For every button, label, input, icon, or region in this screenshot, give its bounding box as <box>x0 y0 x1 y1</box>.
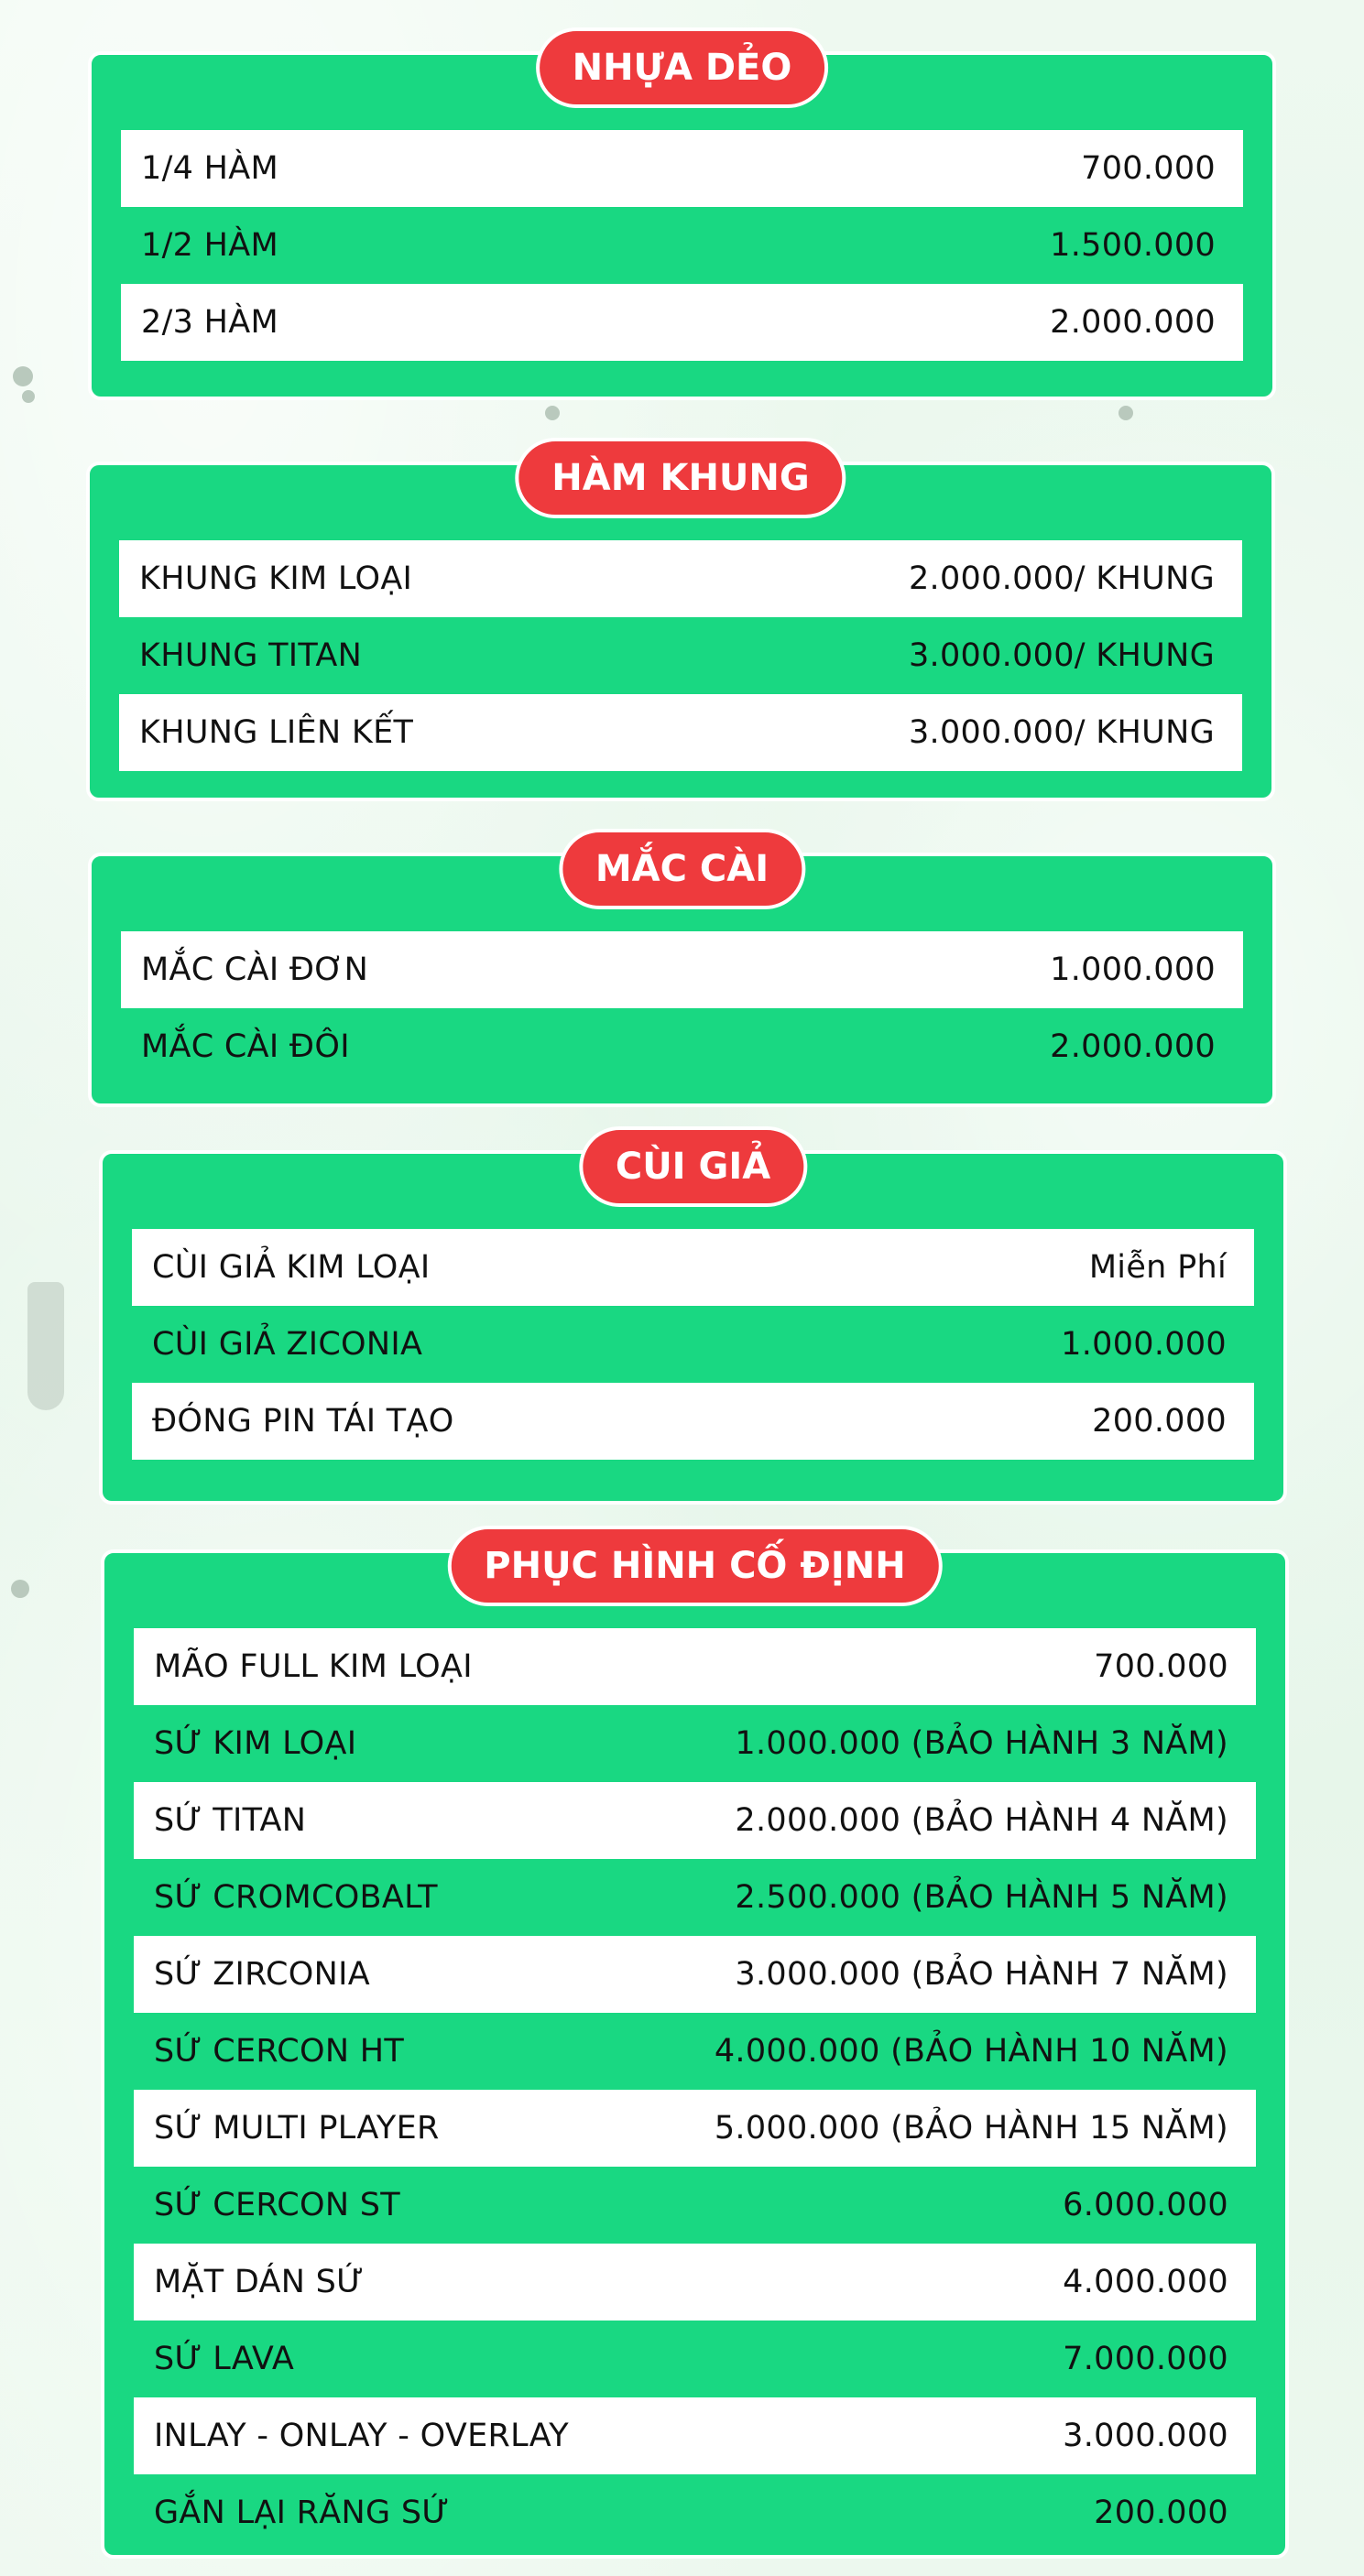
service-price: 1.500.000 <box>1050 227 1216 264</box>
price-list <box>132 1229 1254 1460</box>
service-name: KHUNG KIM LOẠI <box>139 560 413 597</box>
price-list <box>119 540 1242 771</box>
price-row <box>119 540 1242 617</box>
section-ham-khung <box>86 457 1275 801</box>
service-name: INLAY - ONLAY - OVERLAY <box>154 2418 569 2454</box>
service-price: 200.000 <box>1094 2494 1228 2531</box>
price-row <box>121 931 1243 1008</box>
service-name: KHUNG LIÊN KẾT <box>139 714 414 751</box>
decor-dot <box>22 390 35 403</box>
service-name: CÙI GIẢ ZICONIA <box>152 1326 423 1363</box>
tooth-decor-icon <box>27 1282 64 1410</box>
price-row <box>134 1859 1256 1936</box>
price-row <box>134 2090 1256 2167</box>
service-price: 1.000.000 <box>1061 1326 1227 1363</box>
price-row <box>134 2244 1256 2321</box>
service-name: MÃO FULL KIM LOẠI <box>154 1648 473 1685</box>
decor-dot <box>1118 406 1133 420</box>
price-row <box>132 1229 1254 1306</box>
service-name: MẶT DÁN SỨ <box>154 2264 365 2300</box>
price-row <box>121 1008 1243 1085</box>
service-price: 4.000.000 (BẢO HÀNH 10 NĂM) <box>714 2033 1228 2070</box>
service-name: 2/3 HÀM <box>141 304 279 341</box>
service-price: 3.000.000/ KHUNG <box>908 714 1215 751</box>
service-name: SỨ ZIRCONIA <box>154 1956 370 1993</box>
service-name: SỨ TITAN <box>154 1802 307 1839</box>
section-mac-cai <box>88 848 1276 1107</box>
section-phuc-hinh-co-dinh <box>101 1545 1289 2559</box>
service-price: 3.000.000 <box>1063 2418 1228 2454</box>
section-nhua-deo <box>88 47 1276 400</box>
price-list <box>121 931 1243 1085</box>
service-price: 4.000.000 <box>1063 2264 1228 2300</box>
price-row <box>134 2167 1256 2244</box>
section-title: PHỤC HÌNH CỐ ĐỊNH <box>447 1526 942 1606</box>
section-title: CÙI GIẢ <box>579 1126 807 1207</box>
service-price: 3.000.000/ KHUNG <box>908 637 1215 674</box>
service-name: ĐÓNG PIN TÁI TẠO <box>152 1403 454 1440</box>
price-row <box>134 2474 1256 2551</box>
service-price: 7.000.000 <box>1063 2341 1228 2377</box>
price-row <box>134 2013 1256 2090</box>
service-price: 2.000.000 <box>1050 1028 1216 1065</box>
service-name: MẮC CÀI ĐÔI <box>141 1028 350 1065</box>
price-row <box>121 207 1243 284</box>
price-row <box>119 694 1242 771</box>
service-name: SỨ KIM LOẠI <box>154 1725 357 1762</box>
service-price: 1.000.000 (BẢO HÀNH 3 NĂM) <box>735 1725 1228 1762</box>
price-row <box>121 284 1243 361</box>
service-name: KHUNG TITAN <box>139 637 363 674</box>
price-list <box>134 1628 1256 2551</box>
price-row <box>132 1383 1254 1460</box>
service-price: 1.000.000 <box>1050 951 1216 988</box>
price-row <box>132 1306 1254 1383</box>
service-price: 3.000.000 (BẢO HÀNH 7 NĂM) <box>735 1956 1228 1993</box>
service-name: SỨ CERCON ST <box>154 2187 400 2223</box>
service-price: 2.500.000 (BẢO HÀNH 5 NĂM) <box>735 1879 1228 1916</box>
decor-dot <box>545 406 560 420</box>
decor-dot <box>13 366 33 386</box>
price-row <box>134 1705 1256 1782</box>
price-row <box>121 130 1243 207</box>
price-row <box>134 2321 1256 2397</box>
service-name: CÙI GIẢ KIM LOẠI <box>152 1249 431 1286</box>
service-price: 200.000 <box>1092 1403 1227 1440</box>
service-price: 2.000.000 (BẢO HÀNH 4 NĂM) <box>735 1802 1228 1839</box>
section-cui-gia <box>99 1146 1287 1505</box>
service-price: 5.000.000 (BẢO HÀNH 15 NĂM) <box>714 2110 1228 2147</box>
service-name: SỨ CROMCOBALT <box>154 1879 438 1916</box>
service-price: 2.000.000/ KHUNG <box>908 560 1215 597</box>
price-row <box>119 617 1242 694</box>
service-price: 2.000.000 <box>1050 304 1216 341</box>
service-price: 700.000 <box>1094 1648 1228 1685</box>
price-row <box>134 1628 1256 1705</box>
service-name: SỨ LAVA <box>154 2341 295 2377</box>
service-name: SỨ CERCON HT <box>154 2033 405 2070</box>
service-name: GẮN LẠI RĂNG SỨ <box>154 2494 450 2531</box>
price-row <box>134 1782 1256 1859</box>
decor-dot <box>11 1580 29 1598</box>
price-row <box>134 2397 1256 2474</box>
service-price: 6.000.000 <box>1063 2187 1228 2223</box>
section-title: HÀM KHUNG <box>515 438 846 518</box>
price-row <box>134 1936 1256 2013</box>
service-price: 700.000 <box>1081 150 1216 187</box>
service-name: 1/4 HÀM <box>141 150 279 187</box>
service-name: SỨ MULTI PLAYER <box>154 2110 440 2147</box>
price-list <box>121 130 1243 361</box>
service-price: Miễn Phí <box>1088 1249 1227 1286</box>
section-title: MẮC CÀI <box>559 829 805 909</box>
service-name: MẮC CÀI ĐƠN <box>141 951 369 988</box>
service-name: 1/2 HÀM <box>141 227 279 264</box>
section-title: NHỰA DẺO <box>536 27 829 108</box>
